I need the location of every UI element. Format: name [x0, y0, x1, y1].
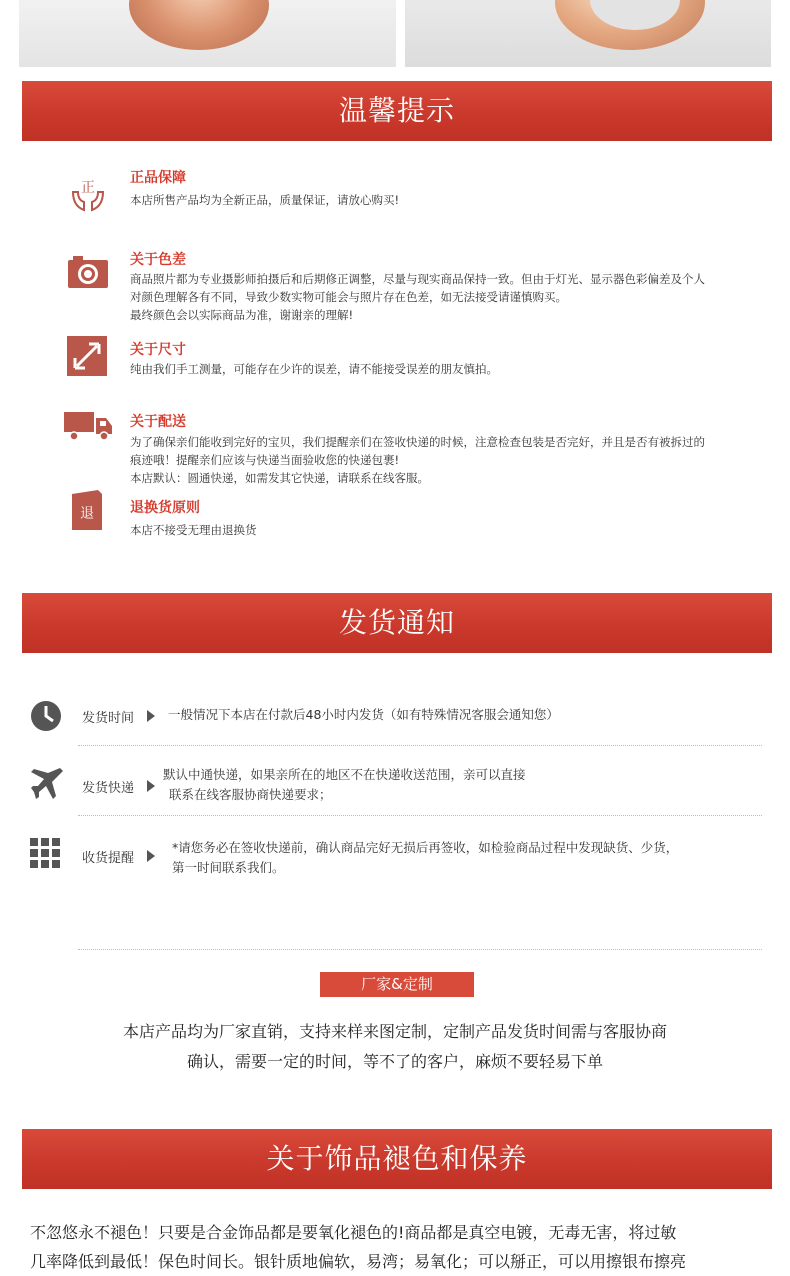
notice-title-color: 关于色差 [130, 252, 186, 268]
notice-title-genuine: 正品保障 [130, 170, 186, 186]
divider [78, 745, 762, 746]
ship-line: 一般情况下本店在付款后48小时内发货（如有特殊情况客服会通知您） [168, 707, 559, 722]
notice-line: 本店所售产品均为全新正品，质量保证，请放心购买! [130, 193, 400, 207]
ship-line: 默认中通快递，如果亲所在的地区不在快递收送范围，亲可以直接 [163, 767, 526, 782]
ship-text-receipt [172, 838, 678, 878]
divider [78, 815, 762, 816]
care-line: 几率降低到最低！保色时间长。银针质地偏软，易湾；易氧化；可以掰正，可以用擦银布擦亮 [30, 1252, 687, 1271]
resize-icon [67, 336, 109, 378]
notice-line: 商品照片都为专业摄影师拍摄后和后期修正调整，尽量与现实商品保持一致。但由于灯光、显示器色彩偏差及个人 [130, 272, 705, 286]
care-text [30, 1218, 770, 1276]
shipping-banner: 发货通知 [22, 593, 772, 653]
arrow-icon [147, 850, 155, 862]
factory-line: 本店产品均为厂家直销，支持来样来图定制，定制产品发货时间需与客服协商 [122, 1022, 667, 1041]
notice-line: 本店不接受无理由退换货 [130, 523, 257, 537]
product-photo-right [405, 0, 771, 67]
notice-title-delivery: 关于配送 [130, 414, 186, 430]
divider [78, 949, 762, 950]
care-banner: 关于饰品褪色和保养 [22, 1129, 772, 1189]
factory-tag: 厂家&定制 [320, 972, 474, 997]
camera-icon [67, 254, 109, 296]
notice-line: 最终颜色会以实际商品为准，谢谢亲的理解! [130, 308, 354, 322]
grid-icon [30, 838, 64, 872]
tips-banner: 温馨提示 [22, 81, 772, 141]
factory-line: 确认，需要一定的时间，等不了的客户，麻烦不要轻易下单 [186, 1052, 603, 1071]
notice-line: 本店默认：圆通快递，如需发其它快递，请联系在线客服。 [130, 471, 429, 485]
genuine-icon [67, 172, 109, 214]
ship-label-courier: 发货快递 [82, 781, 135, 796]
ship-text-time [168, 705, 559, 725]
notice-text-size [130, 360, 498, 378]
genuine-glyph: 正 [81, 180, 95, 196]
care-line: 不忽悠永不褪色！只要是合金饰品都是要氧化褪色的!商品都是真空电镀，无毒无害，将过敏 [30, 1223, 677, 1242]
notice-line: 为了确保亲们能收到完好的宝贝，我们提醒亲们在签收快递的时候，注意检查包装是否完好，并且是否有被拆过的 [130, 435, 705, 449]
product-photo-left [19, 0, 396, 67]
ship-line: *请您务必在签收快递前，确认商品完好无损后再签收，如检验商品过程中发现缺货、少货， [172, 840, 679, 855]
truck-icon [64, 410, 114, 452]
notice-text-genuine [130, 191, 399, 209]
notice-line: 纯由我们手工测量，可能存在少许的误差，请不能接受误差的朋友慎拍。 [130, 362, 498, 376]
airplane-icon [30, 766, 64, 800]
ship-label-receipt: 收货提醒 [82, 851, 135, 866]
ring-image [129, 0, 269, 50]
return-glyph: 退 [80, 506, 94, 522]
clock-icon [30, 700, 64, 734]
return-icon [70, 490, 104, 532]
notice-text-delivery [130, 433, 705, 487]
notice-title-return: 退换货原则 [130, 500, 200, 516]
notice-text-return [130, 521, 257, 539]
ship-line: 联系在线客服协商快递要求； [169, 787, 332, 802]
factory-text [60, 1017, 730, 1077]
arrow-icon [147, 710, 155, 722]
arrow-icon [147, 780, 155, 792]
ship-text-courier [163, 765, 526, 805]
ship-line: 第一时间联系我们。 [172, 860, 285, 875]
notice-line: 对颜色理解各有不同，导致少数实物可能会与照片存在色差，如无法接受请谨慎购买。 [130, 290, 567, 304]
notice-title-size: 关于尺寸 [130, 342, 186, 358]
notice-line: 痕迹哦！提醒亲们应该与快递当面验收您的快递包裹! [130, 453, 400, 467]
ship-label-time: 发货时间 [82, 711, 135, 726]
notice-text-color [130, 270, 705, 324]
